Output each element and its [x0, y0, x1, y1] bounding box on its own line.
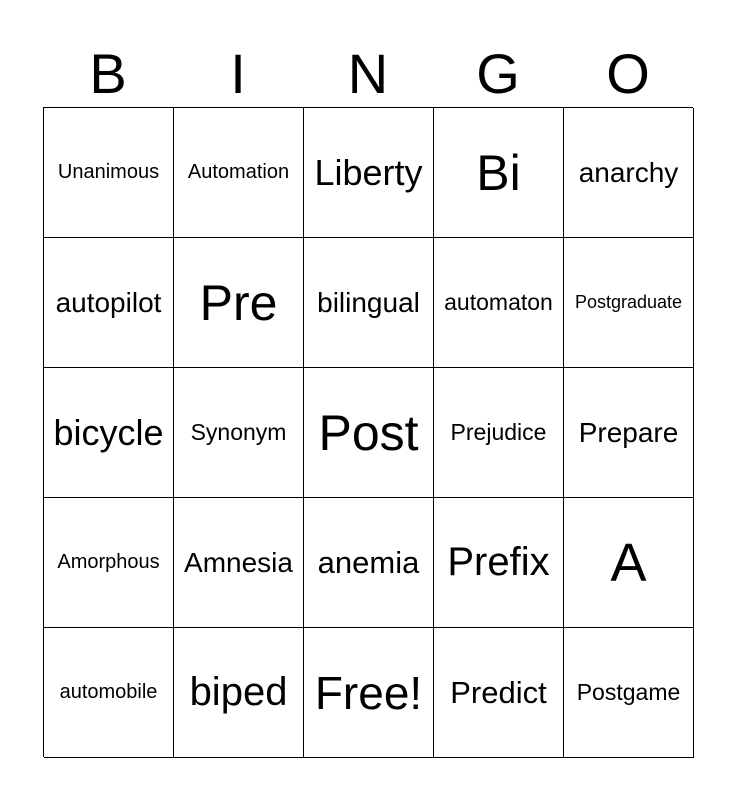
- bingo-cell[interactable]: autopilot: [44, 238, 174, 368]
- bingo-cell[interactable]: Prejudice: [434, 368, 564, 498]
- bingo-cell[interactable]: Synonym: [174, 368, 304, 498]
- bingo-header: [43, 40, 693, 108]
- header-letter-b: B: [89, 42, 127, 105]
- header-letter-g: G: [476, 42, 520, 105]
- bingo-cell[interactable]: Unanimous: [44, 108, 174, 238]
- bingo-cell[interactable]: Postgame: [564, 628, 694, 758]
- bingo-cell[interactable]: Pre: [174, 238, 304, 368]
- bingo-cell[interactable]: automobile: [44, 628, 174, 758]
- bingo-cell[interactable]: A: [564, 498, 694, 628]
- bingo-cell[interactable]: Prefix: [434, 498, 564, 628]
- bingo-cell[interactable]: biped: [174, 628, 304, 758]
- bingo-cell[interactable]: Automation: [174, 108, 304, 238]
- bingo-cell[interactable]: Predict: [434, 628, 564, 758]
- bingo-cell[interactable]: automaton: [434, 238, 564, 368]
- bingo-cell[interactable]: Amnesia: [174, 498, 304, 628]
- bingo-cell[interactable]: Amorphous: [44, 498, 174, 628]
- bingo-cell[interactable]: Postgraduate: [564, 238, 694, 368]
- bingo-cell[interactable]: Post: [304, 368, 434, 498]
- header-letter-i: I: [230, 42, 246, 105]
- bingo-cell[interactable]: bicycle: [44, 368, 174, 498]
- bingo-cell[interactable]: anarchy: [564, 108, 694, 238]
- bingo-cell[interactable]: Bi: [434, 108, 564, 238]
- bingo-cell[interactable]: Liberty: [304, 108, 434, 238]
- header-letter-n: N: [347, 42, 389, 105]
- bingo-cell[interactable]: Prepare: [564, 368, 694, 498]
- bingo-cell[interactable]: bilingual: [304, 238, 434, 368]
- free-space-cell[interactable]: Free!: [304, 628, 434, 758]
- bingo-board: [43, 107, 693, 757]
- bingo-cell[interactable]: anemia: [304, 498, 434, 628]
- header-letter-o: O: [606, 42, 650, 105]
